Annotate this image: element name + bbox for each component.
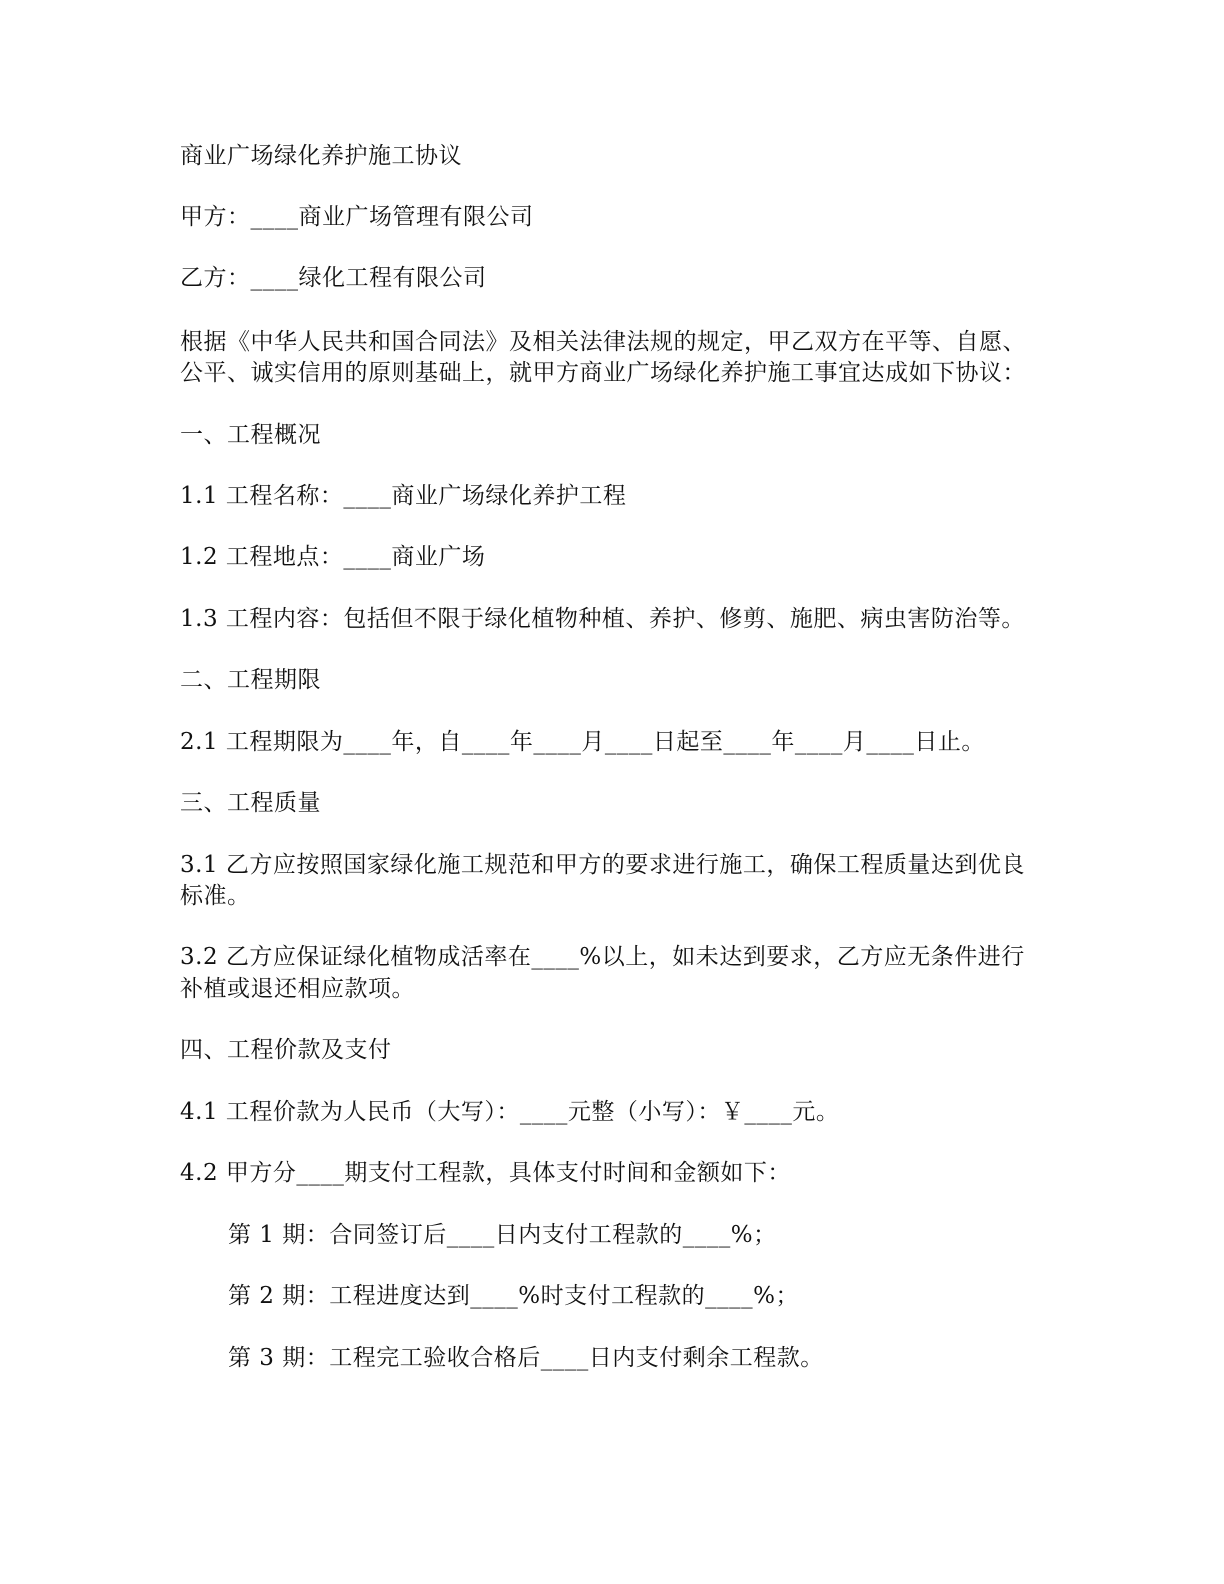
section3-heading: 三、工程质量 (180, 790, 321, 816)
clause-3-2-line-2: 补植或退还相应款项。 (180, 976, 415, 1002)
clause-1-3: 1.3 工程内容：包括但不限于绿化植物种植、养护、修剪、施肥、病虫害防治等。 (180, 606, 1025, 632)
installment-3: 第 3 期：工程完工验收合格后____日内支付剩余工程款。 (228, 1345, 824, 1371)
clause-1-2: 1.2 工程地点：____商业广场 (180, 544, 486, 570)
document-title: 商业广场绿化养护施工协议 (180, 143, 462, 169)
section4-heading: 四、工程价款及支付 (180, 1037, 392, 1063)
party-a-line: 甲方：____商业广场管理有限公司 (180, 204, 534, 230)
clause-4-1: 4.1 工程价款为人民币（大写）：____元整（小写）：￥____元。 (180, 1099, 840, 1125)
section2-heading: 二、工程期限 (180, 667, 321, 693)
clause-3-1-line-1: 3.1 乙方应按照国家绿化施工规范和甲方的要求进行施工，确保工程质量达到优良 (180, 852, 1025, 878)
installment-1: 第 1 期：合同签订后____日内支付工程款的____%； (228, 1222, 777, 1248)
clause-1-1: 1.1 工程名称：____商业广场绿化养护工程 (180, 483, 627, 509)
clause-3-2-line-1: 3.2 乙方应保证绿化植物成活率在____%以上，如未达到要求，乙方应无条件进行 (180, 944, 1025, 970)
clause-2-1: 2.1 工程期限为____年，自____年____月____日起至____年____月____日止。 (180, 729, 985, 755)
installment-2: 第 2 期：工程进度达到____%时支付工程款的____%； (228, 1283, 799, 1309)
preamble-line-2: 公平、诚实信用的原则基础上，就甲方商业广场绿化养护施工事宜达成如下协议： (180, 360, 1026, 386)
clause-3-1-line-2: 标准。 (180, 883, 251, 909)
preamble-line-1: 根据《中华人民共和国合同法》及相关法律法规的规定，甲乙双方在平等、自愿、 (180, 329, 1026, 355)
party-b-line: 乙方：____绿化工程有限公司 (180, 265, 487, 291)
section1-heading: 一、工程概况 (180, 422, 321, 448)
clause-4-2: 4.2 甲方分____期支付工程款，具体支付时间和金额如下： (180, 1160, 791, 1186)
